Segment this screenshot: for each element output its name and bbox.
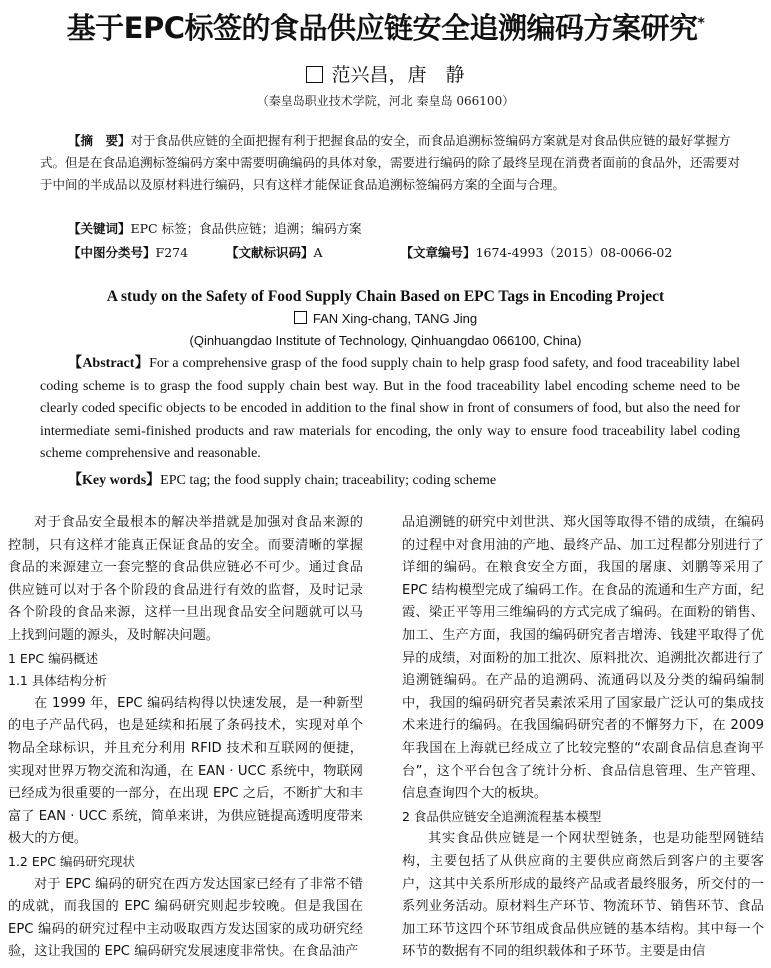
- abstract-cn-label: 【摘 要】: [68, 133, 131, 148]
- subsection-heading: 1.1 具体结构分析: [8, 673, 107, 689]
- authors-cn: 范兴昌，唐 静: [0, 60, 771, 87]
- body-paragraph: 对于食品安全最根本的解决举措就是加强对食品来源的控制，只有这样才能真正保证食品的安全。而要清晰的掌握食品的来源建立一套完整的食品供应链必不可少。通过食品供应链可以对于各个阶段的食品进行有效的监督，及时记录各个阶段的食品来源，这样一旦出现食品安全问题就可以马上找到问题的源头，及时解决问题。: [8, 515, 363, 643]
- title-footnote-mark: *: [697, 15, 705, 32]
- subsection-heading: 1.2 EPC 编码研究现状: [8, 853, 135, 869]
- body-paragraph: 在 1999 年，EPC 编码结构得以快速发展，是一种新型的电子产品代码，也是延续和拓展了条码技术，实现对单个物品全球标识，并且充分利用 RFID 技术和互联网的便捷，实现对世界万物交流和沟通，在 EAN · UCC 系统中，物联网已经成为很重要的一部分，在出现 EPC 之后，不断扩大和丰富了 EAN · UCC 系统，简单来讲，为供应链提高透明度带来极大的方便。: [8, 695, 363, 847]
- section-heading: 2 食品供应链安全追溯流程基本模型: [402, 808, 602, 824]
- abstract-en-text: For a comprehensive grasp of the food supply chain to help grasp food safety, and food traceability label coding scheme is to grasp the food supply chain best way. But in the food traceability label encoding scheme need to be clearly coded specific objects to be encoded in addition to the final show in front of consumers of food, but also the need for intermediate semi-finished products and raw materials for encoding, the only way to ensure food traceability label coding scheme comprehensive and reasonable.: [40, 356, 740, 462]
- body-column-left: [8, 512, 363, 964]
- abstract-en-label: 【Abstract】: [68, 356, 150, 371]
- body-column-right: [402, 512, 764, 964]
- body-paragraph: 对于 EPC 编码的研究在西方发达国家已经有了非常不错的成就，而我国的 EPC 编码研究则起步较晚。但是我国在 EPC 编码的研究过程中主动吸取西方发达国家的成功研究经验，这让我国的 EPC 编码研究发展速度非常快。在食品油产: [8, 876, 363, 960]
- classification-line: 【中图分类号】F274 【文献标识码】A 【文章编号】1674-4993（2015）08-0066-02: [68, 245, 673, 260]
- affiliation-cn: （秦皇岛职业技术学院，河北 秦皇岛 066100）: [256, 94, 515, 108]
- body-paragraph: 品追溯链的研究中刘世洪、郑火国等取得不错的成绩，在编码的过程中对食用油的产地、最终产品、加工过程都分别进行了详细的编码。在粮食安全方面，我国的屠康、刘鹏等采用了 EPC 结构模型完成了编码工作。在食品的流通和生产方面，纪霞、梁正平等用三维编码的方式完成了编码。在面粉的销售、加工、生产方面，我国的编码研究者吉增涛、钱建平取得了优异的成绩，对面粉的加工批次、原料批次、追溯批次都进行了追溯链编码。在产品的追溯码、流通码以及分类的编码编制中，我国的编码研究者吴素浓采用了国家最广泛认可的集成技术来进行的编码。在我国编码研究者的不懈努力下，在 2009 年我国在上海就已经成立了比较完整的“农副食品信息查询平台”，这个平台包含了统计分析、食品信息管理、生产管理、信息查询四个大的板块。: [402, 515, 764, 802]
- abstract-cn-text: 对于食品供应链的全面把握有利于把握食品的安全，而食品追溯标签编码方案就是对食品供应链的最好掌握方式。但是在食品追溯标签编码方案中需要明确编码的具体对象，需要进行编码的除了最终呈现在消费者面前的食品外，还需要对于中间的半成品以及原材料进行编码，只有这样才能保证食品追溯标签编码方案的全面与合理。: [40, 133, 741, 192]
- authors-en: FAN Xing-chang, TANG Jing: [0, 311, 771, 326]
- body-paragraph: 其实食品供应链是一个网状型链条，也是功能型网链结构，主要包括了从供应商的主要供应商然后到客户的主要客户，这其中关系所形成的最终产品或者最终服务，所交付的一系列业务活动。原材料生产环节、物流环节、销售环节、食品加工环节这四个环节组成食品供应链的基本结构。其中每一个环节的数据有不同的组织载体和子环节。主要是由信: [402, 831, 764, 960]
- affiliation-en: (Qinhuangdao Institute of Technology, Qinhuangdao 066100, China): [189, 333, 582, 348]
- paper-title-en: A study on the Safety of Food Supply Chain Based on EPC Tags in Encoding Project: [106, 288, 665, 305]
- keywords-cn: 【关键词】EPC 标签；食品供应链；追溯；编码方案: [68, 221, 362, 236]
- keywords-en: 【Key words】EPC tag; the food supply chain; traceability; coding scheme: [68, 473, 497, 488]
- abstract-cn: [40, 130, 740, 196]
- section-heading: 1 EPC 编码概述: [8, 650, 99, 666]
- author-box-icon: [306, 66, 323, 83]
- abstract-en: [40, 353, 740, 466]
- paper-title: 基于EPC标签的食品供应链安全追溯编码方案研究*: [66, 11, 705, 45]
- author-box-icon: [294, 311, 307, 324]
